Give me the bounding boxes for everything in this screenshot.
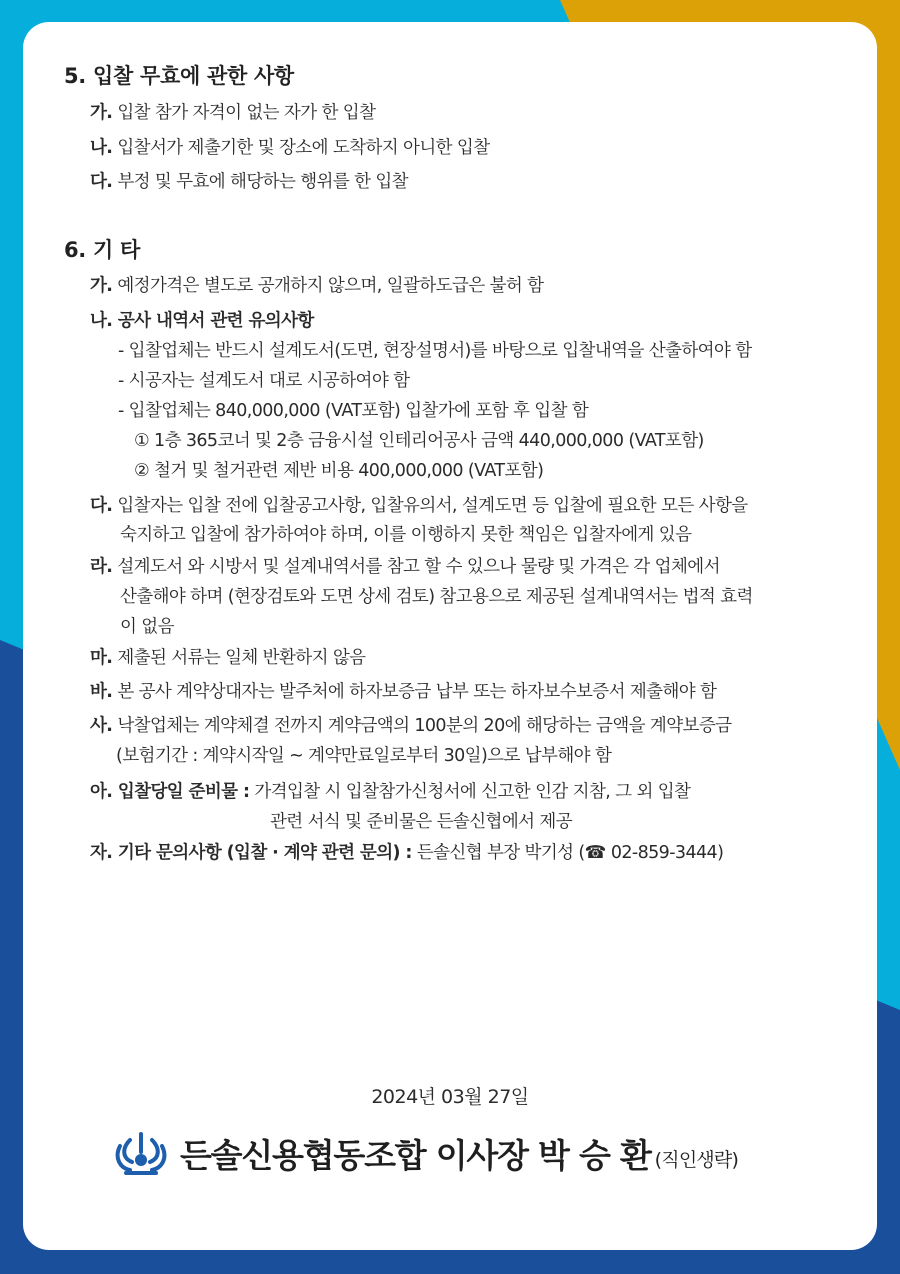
s6-item-ba: 바. 본 공사 계약상대자는 발주처에 하자보증금 납부 또는 하자보수보증서 제출해야 함	[90, 682, 717, 702]
s6-item-a-line2: 관련 서식 및 준비물은 든솔신협에서 제공	[270, 812, 572, 832]
section-5-heading: 5. 입찰 무효에 관한 사항	[64, 64, 294, 88]
s6-item-ja: 자. 기타 문의사항 (입찰 · 계약 관련 문의) : 든솔신협 부장 박기성 (☎ 02-859-3444)	[90, 843, 724, 863]
s6-item-da-line1: 다. 입찰자는 입찰 전에 입찰공고사항, 입찰유의서, 설계도면 등 입찰에 필요한 모든 사항을	[90, 496, 748, 516]
s6-item-da-line2: 숙지하고 입찰에 참가하여야 하며, 이를 이행하지 못한 책임은 입찰자에게 있음	[120, 525, 692, 545]
s6-item-ra-line3: 이 없음	[120, 617, 174, 637]
s6-item-ra-line2: 산출해야 하며 (현장검토와 도면 상세 검토) 참고용으로 제공된 설계내역서는 법적 효력	[120, 587, 753, 607]
s6-item-ga: 가. 예정가격은 별도로 공개하지 않으며, 일괄하도급은 불허 함	[90, 276, 544, 296]
phone-icon: ☎	[584, 843, 606, 863]
section-6-heading: 6. 기 타	[64, 238, 140, 262]
s5-item-ga: 가. 입찰 참가 자격이 없는 자가 한 입찰	[90, 103, 376, 123]
s5-item-na: 나. 입찰서가 제출기한 및 장소에 도착하지 아니한 입찰	[90, 138, 490, 158]
s6-na-bullet-1: - 입찰업체는 반드시 설계도서(도면, 현장설명서)를 바탕으로 입찰내역을 산출하여야 함	[118, 341, 752, 361]
s6-na-bullet-3: - 입찰업체는 840,000,000 (VAT포함) 입찰가에 포함 후 입찰 함	[118, 401, 589, 421]
s6-na-bullet-2: - 시공자는 설계도서 대로 시공하여야 함	[118, 371, 410, 391]
contact-phone: 02-859-3444)	[610, 843, 724, 863]
s6-item-a-line1: 아. 입찰당일 준비물 : 가격입찰 시 입찰참가신청서에 신고한 인감 지참, 그 외 입찰	[90, 782, 691, 802]
signature-block	[112, 1128, 738, 1178]
s6-item-ma: 마. 제출된 서류는 일체 반환하지 않음	[90, 648, 366, 668]
signature-note: (직인생략)	[654, 1148, 739, 1171]
s6-na-subitem-1: ① 1층 365코너 및 2층 금융시설 인테리어공사 금액 440,000,000 (VAT포함)	[134, 431, 704, 451]
s6-item-ra-line1: 라. 설계도서 와 시방서 및 설계내역서를 참고 할 수 있으나 물량 및 가격은 각 업체에서	[90, 557, 720, 577]
document-date: 2024년 03월 27일	[371, 1086, 529, 1108]
credit-union-logo-icon	[112, 1130, 170, 1176]
s5-item-da: 다. 부정 및 무효에 해당하는 행위를 한 입찰	[90, 172, 408, 192]
s6-item-sa-line2: (보험기간 : 계약시작일 ~ 계약만료일로부터 30일)으로 납부해야 함	[116, 746, 612, 766]
s6-item-na-title: 나. 공사 내역서 관련 유의사항	[90, 311, 314, 331]
s6-na-subitem-2: ② 철거 및 철거관련 제반 비용 400,000,000 (VAT포함)	[134, 461, 544, 481]
signature-org: 든솔신용협동조합 이사장 박 승 환	[180, 1135, 651, 1175]
s6-item-sa-line1: 사. 낙찰업체는 계약체결 전까지 계약금액의 100분의 20에 해당하는 금액을 계약보증금	[90, 716, 732, 736]
